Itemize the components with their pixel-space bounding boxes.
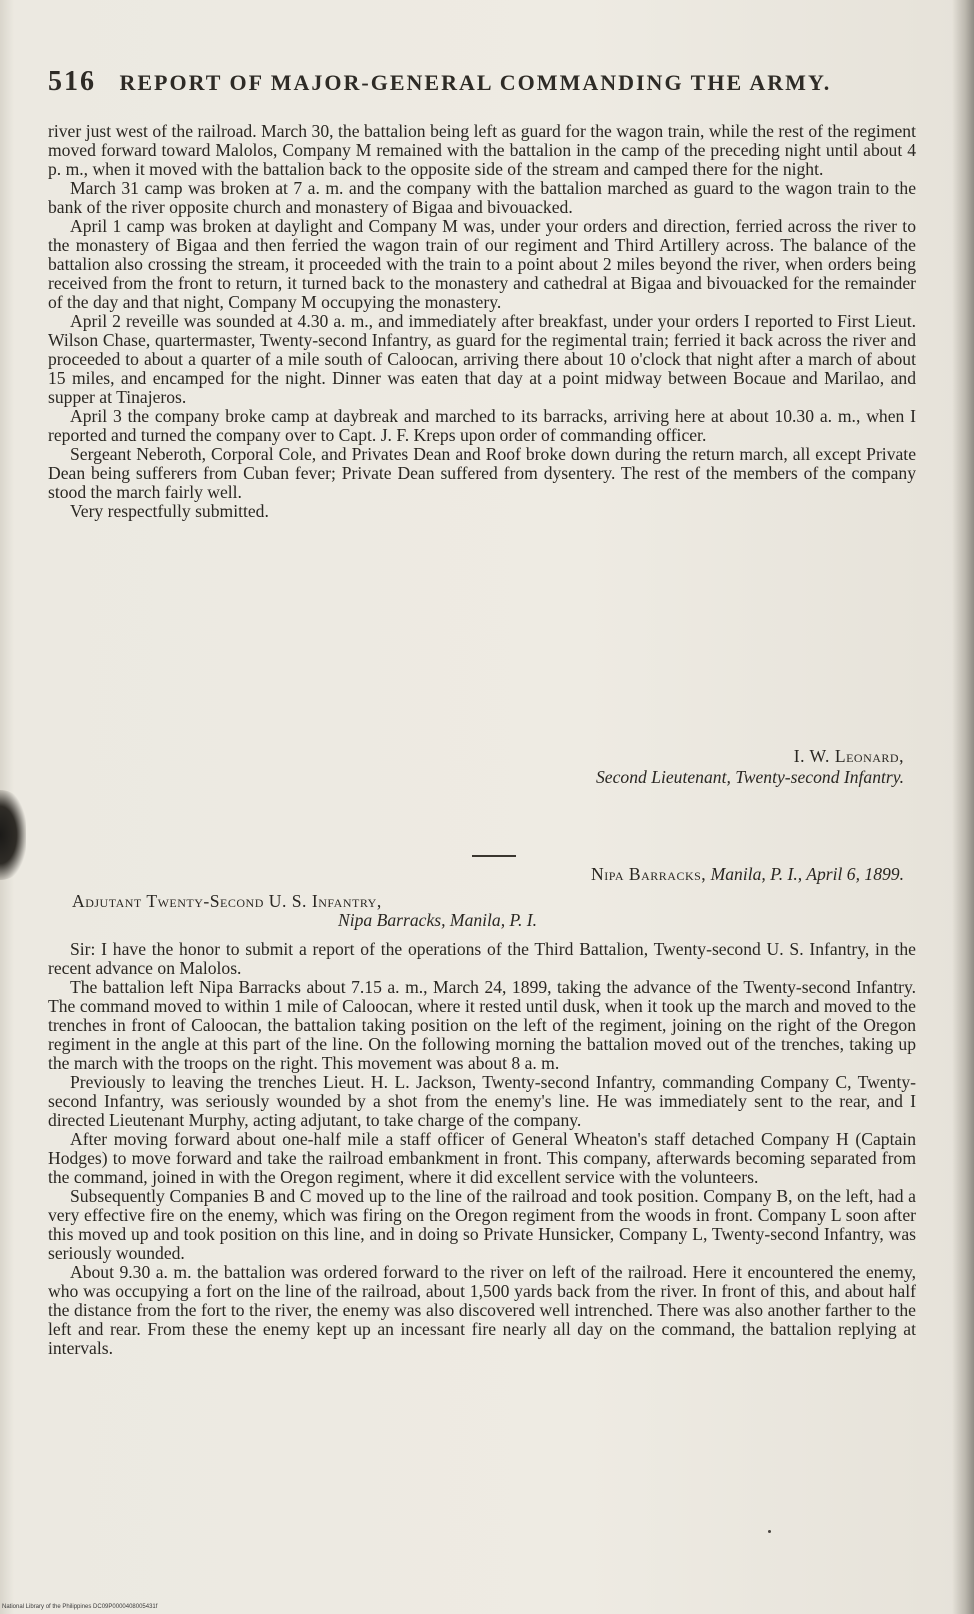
addressee-line-2: Nipa Barracks, Manila, P. I. bbox=[338, 910, 538, 930]
page-shadow-edge bbox=[952, 0, 974, 1614]
paragraph: March 31 camp was broken at 7 a. m. and the company with the battalion marched as guard to the wagon train to the bank of the river opposite church and monastery of Bigaa and bivouacked. bbox=[48, 178, 916, 217]
paragraph: Previously to leaving the trenches Lieut. H. L. Jackson, Twenty-second Infantry, commanding Company C, Twenty-second Infantry, was seriously wounded by a shot from the enemy's line. He was immediately sent to the rear, and I directed Lieutenant Murphy, acting adjutant, to take charge of the company. bbox=[48, 1072, 916, 1130]
paragraph: The battalion left Nipa Barracks about 7.15 a. m., March 24, 1899, taking the advance of the Twenty-second Infantry. The command moved to within 1 mile of Caloocan, where it rested until dusk, when it took up the march and moved to the trenches in front of Caloocan, the battalion taking position on the left of the regiment, joining on the right of the Oregon regiment in the angle at this part of the line. On the following morning the battalion moved out of the trenches, taking up the march with the troops on the right. This movement was about 8 a. m. bbox=[48, 977, 916, 1073]
paragraph: April 2 reveille was sounded at 4.30 a. m., and immediately after breakfast, under your orders I reported to First Lieut. Wilson Chase, quartermaster, Twenty-second Infantry, as guard for the regimental train; ferried it back across the river and proceeded to about a quarter of a mile south of Caloocan, arriving there about 10 o'clock that night after a march of about 15 miles, and encamped for the night. Dinner was eaten that day at a point midway between Bocaue and Marilao, and supper at Tinajeros. bbox=[48, 311, 916, 407]
paragraph: Sergeant Neberoth, Corporal Cole, and Privates Dean and Roof broke down during the return march, all except Private Dean being sufferers from Cuban fever; Private Dean suffered from dysentery. The rest of the members of the company stood the march fairly well. bbox=[48, 444, 916, 502]
paragraph: About 9.30 a. m. the battalion was ordered forward to the river on left of the railroad. Here it encountered the enemy, who was occupying a fort on the line of the railroad, about 1,500 yards back from the river. In front of this, and about half the distance from the fort to the river, the enemy was also discovered well intrenched. There was also another farther to the left and rear. From these the enemy kept up an incessant fire nearly all day on the command, the battalion replying at intervals. bbox=[48, 1262, 916, 1358]
binding-hole-mark bbox=[0, 790, 26, 880]
library-footer: National Library of the Philippines DC09P0000408005431f bbox=[2, 1604, 158, 1610]
addressee-block bbox=[72, 892, 537, 930]
section-divider bbox=[472, 855, 516, 857]
speck bbox=[768, 1530, 771, 1533]
paragraph: Subsequently Companies B and C moved up to the line of the railroad and took position. Company B, on the left, had a very effective fire on the enemy, which was firing on the Oregon regiment from the woods in front. Company L soon after this moved up and took position on this line, and in doing so Private Hunsicker, Company L, Twenty-second Infantry, was seriously wounded. bbox=[48, 1186, 916, 1263]
dateline bbox=[591, 864, 904, 885]
paragraph: river just west of the railroad. March 30, the battalion being left as guard for the wagon train, while the rest of the regiment moved forward toward Malolos, Company M remained with the battalion in the camp of the preceding night until about 4 p. m., when it moved with the battalion back to the opposite side of the stream and camped there for the night. bbox=[48, 121, 916, 179]
paragraph: After moving forward about one-half mile a staff officer of General Wheaton's staff detached Company H (Captain Hodges) to move forward and take the railroad embankment in front. This company, afterwards becoming separated from the command, joined in with the Oregon regiment, where it did excellent service with the volunteers. bbox=[48, 1129, 916, 1187]
dateline-place: Nipa Barracks, bbox=[591, 864, 707, 884]
running-header bbox=[48, 66, 908, 98]
report-section-1 bbox=[48, 122, 916, 521]
signer-title: Second Lieutenant, Twenty-second Infantry. bbox=[596, 767, 904, 787]
running-title: REPORT OF MAJOR-GENERAL COMMANDING THE ARMY. bbox=[119, 70, 832, 95]
salutation-paragraph: Sir: I have the honor to submit a report of the operations of the Third Battalion, Twenty-second U. S. Infantry, in the recent advance on Malolos. bbox=[48, 939, 916, 978]
page-number: 516 bbox=[48, 66, 96, 97]
paragraph: April 3 the company broke camp at daybreak and marched to its barracks, arriving here at about 10.30 a. m., when I reported and turned the company over to Capt. J. F. Kreps upon order of commanding officer. bbox=[48, 406, 916, 445]
closing-line: Very respectfully submitted. bbox=[70, 501, 269, 521]
report-section-2 bbox=[48, 940, 916, 1358]
paragraph: April 1 camp was broken at daylight and Company M was, under your orders and direction, ferried across the river to the monastery of Bigaa and then ferried the wagon train of our regiment and Third Artillery across. The balance of the battalion also crossing the stream, it proceeded with the train to a point about 2 miles beyond the river, when orders being received from the front to return, it turned back to the monastery and cathedral at Bigaa and bivouacked for the remainder of the day and that night, Company M occupying the monastery. bbox=[48, 216, 916, 312]
addressee-line-1: Adjutant Twenty-Second U. S. Infantry, bbox=[72, 891, 382, 911]
signer-name: I. W. Leonard, bbox=[793, 746, 904, 766]
dateline-date: Manila, P. I., April 6, 1899. bbox=[710, 864, 904, 884]
signature-block bbox=[596, 746, 904, 788]
